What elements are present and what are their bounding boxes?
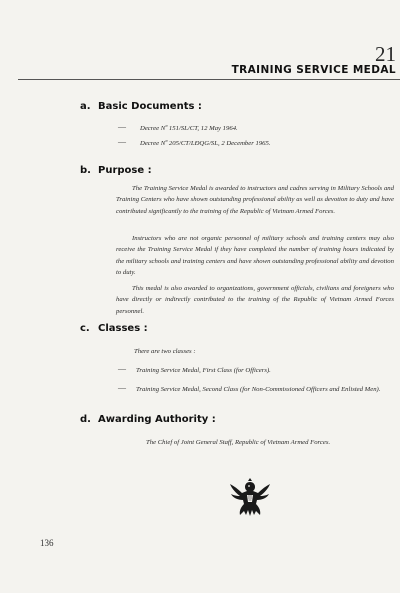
section-c-heading (80, 323, 148, 334)
basic-doc-item-2: Decree Nº 205/CT/LĐQG/SL, 2 December 1965. (140, 140, 271, 147)
class-item-1: Training Service Medal, First Class (for Officers). (136, 367, 271, 374)
header-rule (18, 79, 400, 80)
dash-marker: — (118, 364, 126, 373)
awarding-authority-text: The Chief of Joint General Staff, Republic of Vietnam Armed Forces. (146, 439, 331, 446)
section-b-heading (80, 165, 152, 176)
dash-marker: — (118, 383, 126, 392)
section-a-letter: a. (80, 101, 91, 112)
bleed-through-shadow (240, 258, 380, 318)
section-b-letter: b. (80, 165, 91, 176)
eagle-emblem-icon (228, 474, 272, 520)
section-a-title: Basic Documents : (98, 101, 202, 112)
page-number-bottom: 136 (40, 538, 54, 548)
section-c-letter: c. (80, 323, 90, 334)
page-number-top: 21 (375, 42, 396, 66)
class-item-2: Training Service Medal, Second Class (for Non-Commissioned Officers and Enlisted Men). (136, 386, 381, 393)
section-b-title: Purpose : (98, 165, 152, 176)
purpose-paragraph-2: Instructors who are not organic personnel of military schools and training centers may also receive the Training Service Medal if they have completed the number of training hours indicated by the military schools and training centers and have shown outstanding professional ability and devotion to duty. (116, 235, 394, 277)
page-header-title: TRAINING SERVICE MEDAL (231, 64, 396, 76)
section-d-letter: d. (80, 414, 91, 425)
section-d-heading (80, 414, 216, 425)
section-d-title: Awarding Authority : (98, 414, 216, 425)
purpose-paragraph-1: The Training Service Medal is awarded to instructors and cadres serving in Military Schools and Training Centers who have shown outstanding professional ability as well as devotion to duty and have contributed significantly to the training of the Republic of Vietnam Armed Forces. (116, 185, 394, 215)
classes-intro: There are two classes : (134, 348, 196, 355)
section-c-title: Classes : (98, 323, 148, 334)
purpose-paragraph-3: This medal is also awarded to organizations, government officials, civilians and foreigners who have directly or indirectly contributed to the training of the Republic of Vietnam Armed Forces personnel. (116, 285, 394, 315)
section-a-heading (80, 101, 202, 112)
basic-doc-item-1: Decree Nº 151/SL/CT, 12 May 1964. (140, 125, 238, 132)
dash-marker: — (118, 122, 126, 131)
dash-marker: — (118, 137, 126, 146)
